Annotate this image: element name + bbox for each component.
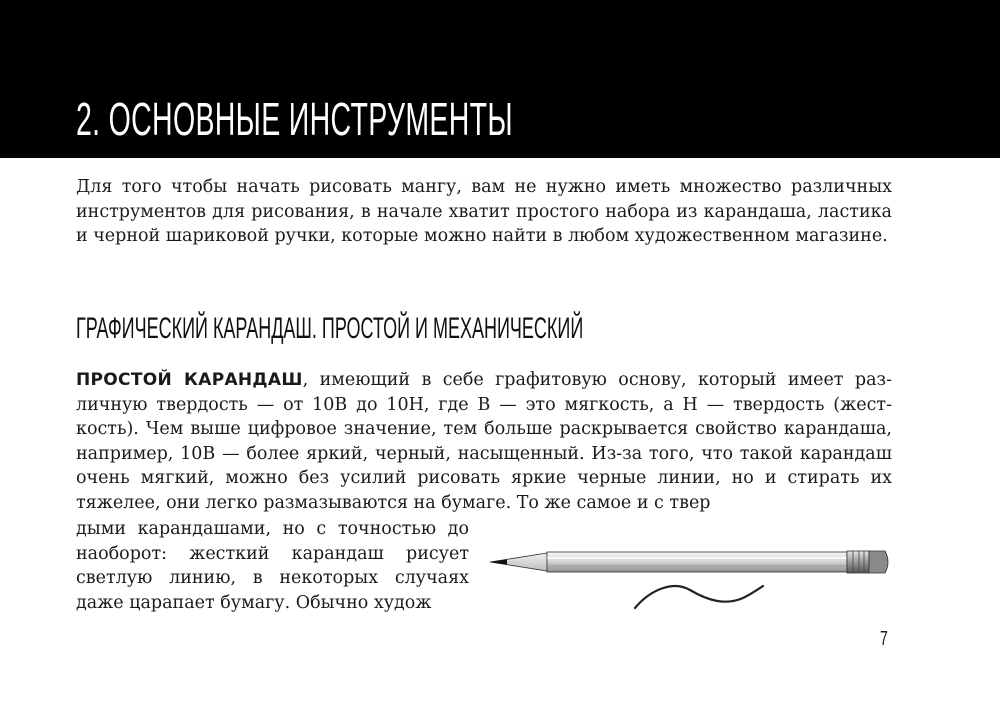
- lead-term: ПРОСТОЙ КАРАНДАШ: [76, 370, 303, 390]
- paragraph-text: , имеющий в себе графитовую основу, который имеет различную твердость — от 10B до 10H, где B — это мягкость, а H — твердость (жесткость). Чем выше цифровое значение, тем больше раскрывается свойство карандаша, например, 10B — более яркий, черный, насыщенный. Из-за того, что такой карандаш очень мягкий, можно без усилий рисовать яркие черные линии, но и стирать их тяжелее, они легко размазываются на бумаге. То же самое и с твер: [76, 370, 892, 513]
- pencil-illustration: [485, 540, 895, 615]
- section-paragraph: [76, 368, 892, 516]
- intro-paragraph: Для того чтобы начать рисовать мангу, вам не нужно иметь множество различных инструментов для рисования, в начале хватит простого набора из карандаша, ластика и черной шариковой ручки, которые можно найти в любом художественном магазине.: [76, 177, 892, 247]
- chapter-title: 2. ОСНОВНЫЕ ИНСТРУМЕНТЫ: [76, 93, 513, 145]
- wavy-line-icon: [635, 586, 763, 608]
- pencil-icon: [490, 551, 888, 573]
- page-number: 7: [880, 628, 888, 650]
- paragraph-continued: дыми карандашами, но с точностью до наоборот: жесткий карандаш рисует светлую линию, в некоторых случаях даже царапает бумагу. Обычно худож: [76, 519, 469, 613]
- section-heading: ГРАФИЧЕСКИЙ КАРАНДАШ. ПРОСТОЙ И МЕХАНИЧЕСКИЙ: [76, 312, 584, 345]
